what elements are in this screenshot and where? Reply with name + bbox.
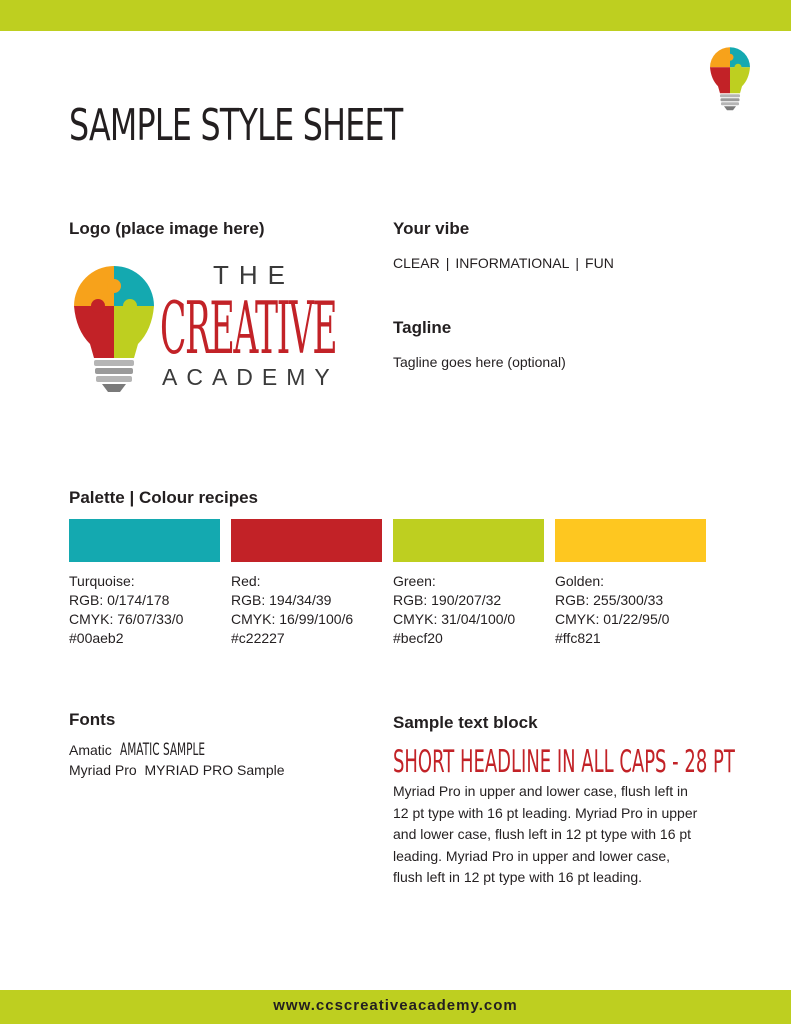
vibe-list [393, 255, 614, 271]
sample-text-heading: Sample text block [393, 713, 538, 732]
swatch-red [231, 519, 382, 562]
tagline-heading: Tagline [393, 318, 452, 337]
vibe-item: INFORMATIONAL [455, 255, 570, 271]
swatch-hex: #ffc821 [555, 630, 601, 646]
swatch-green [393, 519, 544, 562]
logo-text-creative: CREATIVE [160, 286, 337, 370]
sample-headline: SHORT HEADLINE IN ALL CAPS - 28 PT [393, 744, 735, 780]
swatch-hex: #00aeb2 [69, 630, 124, 646]
vibe-separator: | [575, 255, 580, 271]
vibe-item: FUN [585, 255, 614, 271]
sample-paragraph: Myriad Pro in upper and lower case, flush left in 12 pt type with 16 pt leading. Myriad Pro in upper and lower case, flush left in 12 pt type with 16 pt leading. Myriad Pro in upper and lower case, flush left in 12 pt type with 16 pt leading. [393, 783, 698, 885]
font-name: Amatic [69, 742, 112, 758]
swatch-info-turquoise [69, 572, 183, 648]
tagline-text: Tagline goes here (optional) [393, 354, 566, 370]
swatch-turquoise [69, 519, 220, 562]
swatch-hex: #becf20 [393, 630, 443, 646]
swatch-info-green [393, 572, 515, 648]
swatch-cmyk: CMYK: 01/22/95/0 [555, 611, 670, 627]
font-name: Myriad Pro [69, 762, 137, 778]
swatch-info-golden [555, 572, 669, 648]
swatch-name: Red: [231, 573, 261, 589]
page-title: SAMPLE STYLE SHEET [69, 100, 403, 151]
footer-url[interactable]: www.ccscreativeacademy.com [273, 997, 518, 1014]
logo-text-the: THE [213, 260, 295, 290]
lightbulb-puzzle-icon [708, 45, 752, 113]
swatch-name: Golden: [555, 573, 605, 589]
swatch-cmyk: CMYK: 76/07/33/0 [69, 611, 184, 627]
swatch-rgb: RGB: 0/174/178 [69, 592, 170, 608]
palette-heading: Palette | Colour recipes [69, 488, 258, 507]
logo-section-heading: Logo (place image here) [69, 219, 265, 238]
font-item [69, 740, 285, 760]
vibe-item: CLEAR [393, 255, 440, 271]
swatch-cmyk: CMYK: 31/04/100/0 [393, 611, 516, 627]
logo-text-academy: ACADEMY [162, 364, 339, 390]
swatch-info-red [231, 572, 353, 648]
vibe-heading: Your vibe [393, 219, 470, 238]
logo [70, 258, 342, 398]
vibe-separator: | [445, 255, 450, 271]
top-accent-bar [0, 0, 791, 31]
swatch-rgb: RGB: 190/207/32 [393, 592, 502, 608]
fonts-list [69, 740, 285, 780]
swatch-rgb: RGB: 194/34/39 [231, 592, 332, 608]
swatch-golden [555, 519, 706, 562]
font-sample: MYRIAD PRO Sample [144, 762, 285, 778]
swatch-hex: #c22227 [231, 630, 285, 646]
swatch-name: Green: [393, 573, 436, 589]
fonts-heading: Fonts [69, 710, 116, 729]
swatch-name: Turquoise: [69, 573, 135, 589]
swatch-rgb: RGB: 255/300/33 [555, 592, 664, 608]
swatch-cmyk: CMYK: 16/99/100/6 [231, 611, 354, 627]
font-item [69, 760, 285, 780]
logo-lightbulb-icon [70, 262, 158, 397]
font-sample: AMATIC SAMPLE [119, 740, 205, 760]
